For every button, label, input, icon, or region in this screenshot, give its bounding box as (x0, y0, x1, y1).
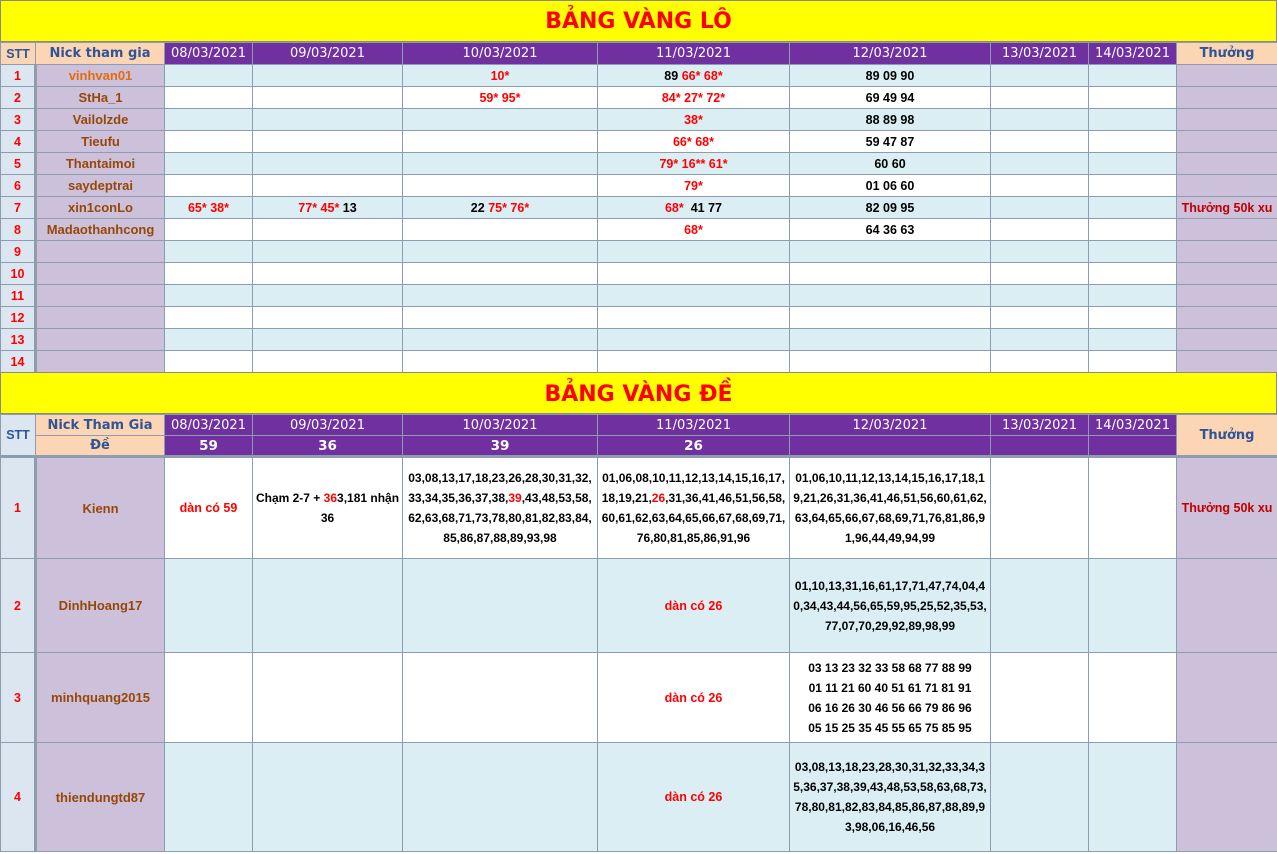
lo-cell (1089, 351, 1177, 373)
lo-stt: 2 (1, 87, 36, 109)
de-text: 01,06,08,10,11,12,13,14,15,16,17,18,19,21, (601, 471, 785, 505)
de-result: 36 (253, 436, 403, 457)
lo-nick: StHa_1 (36, 87, 165, 109)
lo-row (1, 329, 1277, 351)
de-text: Chạm 2-7 + (255, 491, 324, 505)
lo-cell (790, 285, 991, 307)
lo-cell: 64 36 63 (790, 219, 991, 241)
lo-cell (991, 241, 1089, 263)
de-cell (403, 743, 598, 852)
lo-cell (991, 351, 1089, 373)
de-result: 39 (403, 436, 598, 457)
de-line: 05 15 25 35 45 55 65 75 85 95 (808, 720, 972, 735)
lo-row (1, 131, 1277, 153)
lo-header-prize: Thưởng (1177, 43, 1277, 65)
lo-nick: vinhvan01 (36, 65, 165, 87)
de-cell (1089, 559, 1177, 653)
lo-cell (165, 307, 253, 329)
lo-prize (1177, 263, 1277, 285)
lo-cell (991, 263, 1089, 285)
de-header-stt: STT (1, 415, 36, 457)
lo-nick (36, 241, 165, 263)
de-cell (403, 457, 598, 559)
lo-cell (1089, 219, 1177, 241)
de-cell: 03,08,13,18,23,28,30,31,32,33,34,35,36,37,38,39,43,48,53,58,63,68,73,78,80,81,82,83,84,85,86,87,88,89,93,98,06,16,46,56 (790, 743, 991, 852)
lo-cell (165, 153, 253, 175)
de-header-prize: Thưởng (1177, 415, 1277, 457)
lo-prize (1177, 65, 1277, 87)
de-header-date: 08/03/2021 (165, 415, 253, 436)
lo-cell (1089, 131, 1177, 153)
lo-header-row (1, 43, 1277, 65)
lo-nick (36, 263, 165, 285)
lo-nick (36, 329, 165, 351)
lo-cell (991, 175, 1089, 197)
lo-cell: 89 09 90 (790, 65, 991, 87)
de-text: 3,181 nhận 36 (320, 491, 400, 525)
de-stt: 1 (1, 457, 36, 559)
de-cell (1089, 653, 1177, 743)
lo-header-date: 12/03/2021 (790, 43, 991, 65)
lo-cell (991, 219, 1089, 241)
de-result (1089, 436, 1177, 457)
lo-hit: 68* (664, 200, 684, 215)
de-cell (253, 743, 403, 852)
lo-cell (253, 109, 403, 131)
lo-number: 89 (664, 68, 679, 83)
lo-stt: 3 (1, 109, 36, 131)
lo-cell (598, 197, 790, 219)
lo-prize (1177, 131, 1277, 153)
lo-cell (1089, 241, 1177, 263)
lo-cell (403, 351, 598, 373)
lo-stt: 12 (1, 307, 36, 329)
lo-cell (598, 241, 790, 263)
lo-title: BẢNG VÀNG LÔ (0, 0, 1277, 42)
lo-prize (1177, 175, 1277, 197)
de-header-date: 10/03/2021 (403, 415, 598, 436)
lo-row (1, 175, 1277, 197)
de-header-date: 11/03/2021 (598, 415, 790, 436)
lo-cell (598, 351, 790, 373)
de-cell (790, 653, 991, 743)
lo-cell: 84* 27* 72* (598, 87, 790, 109)
lo-cell (403, 307, 598, 329)
lo-stt: 11 (1, 285, 36, 307)
lo-cell (403, 219, 598, 241)
lo-cell (403, 197, 598, 219)
de-header-date: 14/03/2021 (1089, 415, 1177, 436)
lo-nick (36, 285, 165, 307)
lo-cell (598, 307, 790, 329)
lo-cell (991, 329, 1089, 351)
de-cell: dàn có 26 (598, 653, 790, 743)
de-cell (403, 559, 598, 653)
de-cell (1089, 743, 1177, 852)
de-stt: 4 (1, 743, 36, 852)
lo-cell (165, 175, 253, 197)
de-line: 06 16 26 30 46 56 66 79 86 96 (808, 700, 972, 715)
lo-row (1, 219, 1277, 241)
lo-header-date: 13/03/2021 (991, 43, 1089, 65)
lo-cell (253, 153, 403, 175)
lo-cell (403, 109, 598, 131)
lo-prize (1177, 153, 1277, 175)
lo-cell (790, 307, 991, 329)
de-text: 03,08,13,17,18,23,26,28,30,31,32,33,34,35,36,37,38, (408, 471, 592, 505)
lo-cell: 59 47 87 (790, 131, 991, 153)
de-cell: 01,06,10,11,12,13,14,15,16,17,18,19,21,26,31,36,41,46,51,56,60,61,62,63,64,65,66,67,68,69,71,76,81,86,91,96,44,49,94,99 (790, 457, 991, 559)
de-header-date: 12/03/2021 (790, 415, 991, 436)
lo-cell (1089, 285, 1177, 307)
lo-cell: 59* 95* (403, 87, 598, 109)
de-cell (403, 653, 598, 743)
lo-cell (991, 109, 1089, 131)
de-table (0, 414, 1277, 852)
de-hit: 26 (651, 491, 666, 505)
lo-cell (253, 263, 403, 285)
lo-header-stt: STT (1, 43, 36, 65)
lo-prize (1177, 219, 1277, 241)
lo-cell (253, 307, 403, 329)
de-text: ,31,36,41,46,51,56,58,60,61,62,63,64,65,66,67,68,69,71,76,80,81,85,86,91,96 (601, 491, 786, 545)
lo-cell (1089, 263, 1177, 285)
lo-row (1, 307, 1277, 329)
de-nick: thiendungtd87 (36, 743, 165, 852)
lo-cell (991, 153, 1089, 175)
de-hit: 39 (508, 491, 522, 505)
lo-cell (403, 131, 598, 153)
de-nick: minhquang2015 (36, 653, 165, 743)
lo-cell: 79* 16** 61* (598, 153, 790, 175)
lo-stt: 13 (1, 329, 36, 351)
lo-cell (598, 329, 790, 351)
de-cell (253, 653, 403, 743)
lo-prize (1177, 285, 1277, 307)
lo-prize (1177, 351, 1277, 373)
de-header-date: 09/03/2021 (253, 415, 403, 436)
lo-prize (1177, 109, 1277, 131)
lo-prize: Thưởng 50k xu (1177, 197, 1277, 219)
lo-cell (403, 175, 598, 197)
de-cell (165, 653, 253, 743)
de-cell (991, 457, 1089, 559)
lo-stt: 8 (1, 219, 36, 241)
lo-cell (1089, 307, 1177, 329)
de-header-nick: Nick Tham Gia (36, 415, 165, 436)
lo-nick (36, 307, 165, 329)
lo-cell (253, 351, 403, 373)
lo-cell (253, 197, 403, 219)
lo-cell (790, 329, 991, 351)
lo-cell (1089, 153, 1177, 175)
lo-cell: 38* (598, 109, 790, 131)
lo-cell (165, 285, 253, 307)
de-cell (165, 559, 253, 653)
lo-nick: Vailolzde (36, 109, 165, 131)
de-row (1, 653, 1277, 743)
lo-cell (1089, 197, 1177, 219)
de-nick: Kienn (36, 457, 165, 559)
lo-cell (598, 65, 790, 87)
lo-cell (253, 241, 403, 263)
de-prize (1177, 743, 1277, 852)
lo-cell: 88 89 98 (790, 109, 991, 131)
lo-cell: 69 49 94 (790, 87, 991, 109)
de-hit: 36 (323, 491, 338, 505)
de-cell (991, 743, 1089, 852)
lo-cell: 01 06 60 (790, 175, 991, 197)
lo-cell (165, 219, 253, 241)
de-cell: dàn có 26 (598, 559, 790, 653)
de-cell: 01,10,13,31,16,61,17,71,47,74,04,40,34,43,44,56,65,59,95,25,52,35,53,77,07,70,29,92,89,98,99 (790, 559, 991, 653)
lo-cell (253, 285, 403, 307)
lo-cell (165, 87, 253, 109)
lo-cell (253, 219, 403, 241)
lo-cell (790, 263, 991, 285)
lo-cell (165, 109, 253, 131)
lo-number: 41 77 (690, 200, 722, 215)
de-cell: dàn có 59 (165, 457, 253, 559)
lo-stt: 14 (1, 351, 36, 373)
lo-cell (790, 351, 991, 373)
lo-cell (165, 329, 253, 351)
de-result (790, 436, 991, 457)
de-nick: DinhHoang17 (36, 559, 165, 653)
lo-stt: 10 (1, 263, 36, 285)
de-cell (253, 559, 403, 653)
de-row (1, 457, 1277, 559)
lo-header-nick: Nick tham gia (36, 43, 165, 65)
de-line: 01 11 21 60 40 51 61 71 81 91 (808, 680, 972, 695)
lo-cell: 68* (598, 219, 790, 241)
de-row (1, 559, 1277, 653)
lo-row (1, 65, 1277, 87)
lo-cell (991, 65, 1089, 87)
lo-header-date: 11/03/2021 (598, 43, 790, 65)
lo-row (1, 241, 1277, 263)
lo-cell: 10* (403, 65, 598, 87)
de-header-row (1, 415, 1277, 436)
lo-nick (36, 351, 165, 373)
lo-cell (253, 87, 403, 109)
lo-row (1, 263, 1277, 285)
lo-stt: 4 (1, 131, 36, 153)
de-cell (598, 457, 790, 559)
lo-cell: 60 60 (790, 153, 991, 175)
de-title: BẢNG VÀNG ĐỀ (0, 372, 1277, 414)
lo-row (1, 351, 1277, 373)
lo-cell (790, 241, 991, 263)
lo-number: 22 (470, 200, 485, 215)
lo-header-date: 10/03/2021 (403, 43, 598, 65)
de-cell (253, 457, 403, 559)
de-result-row (1, 436, 1277, 457)
lo-cell: 66* 68* (598, 131, 790, 153)
lo-header-date: 09/03/2021 (253, 43, 403, 65)
lo-cell (991, 131, 1089, 153)
lo-cell (403, 241, 598, 263)
de-header-date: 13/03/2021 (991, 415, 1089, 436)
lo-row (1, 87, 1277, 109)
de-cell: dàn có 26 (598, 743, 790, 852)
lo-row (1, 197, 1277, 219)
de-cell (991, 559, 1089, 653)
lo-cell (991, 285, 1089, 307)
de-prize: Thưởng 50k xu (1177, 457, 1277, 559)
lo-cell (598, 263, 790, 285)
lo-header-date: 08/03/2021 (165, 43, 253, 65)
lo-cell (253, 329, 403, 351)
lo-cell (991, 197, 1089, 219)
lo-hit: 75* 76* (488, 200, 530, 215)
de-line: 03 13 23 32 33 58 68 77 88 99 (808, 660, 972, 675)
lo-hit: 77* 45* (298, 200, 340, 215)
de-prize (1177, 559, 1277, 653)
lo-nick: saydeptrai (36, 175, 165, 197)
lo-row (1, 285, 1277, 307)
de-cell (1089, 457, 1177, 559)
lo-nick: Madaothanhcong (36, 219, 165, 241)
lo-nick: Tieufu (36, 131, 165, 153)
lo-cell (253, 131, 403, 153)
de-row (1, 743, 1277, 852)
lo-prize (1177, 241, 1277, 263)
de-stt: 3 (1, 653, 36, 743)
lo-cell (403, 263, 598, 285)
de-header-de-label: Đề (36, 436, 165, 457)
lo-prize (1177, 87, 1277, 109)
lo-stt: 1 (1, 65, 36, 87)
lo-row (1, 153, 1277, 175)
lo-prize (1177, 329, 1277, 351)
lo-cell (1089, 65, 1177, 87)
lo-header-date: 14/03/2021 (1089, 43, 1177, 65)
lo-cell (165, 131, 253, 153)
lo-stt: 5 (1, 153, 36, 175)
de-cell (991, 653, 1089, 743)
lo-cell: 82 09 95 (790, 197, 991, 219)
lo-cell (1089, 109, 1177, 131)
lo-cell: 65* 38* (165, 197, 253, 219)
de-result (991, 436, 1089, 457)
de-result: 59 (165, 436, 253, 457)
lo-cell (1089, 87, 1177, 109)
lo-cell (253, 65, 403, 87)
lo-cell (991, 87, 1089, 109)
lo-cell (991, 307, 1089, 329)
lo-hit: 66* 68* (681, 68, 723, 83)
de-result: 26 (598, 436, 790, 457)
lo-stt: 7 (1, 197, 36, 219)
lo-nick: xin1conLo (36, 197, 165, 219)
lo-cell (1089, 329, 1177, 351)
de-stt: 2 (1, 559, 36, 653)
lo-prize (1177, 307, 1277, 329)
de-prize (1177, 653, 1277, 743)
lo-table (0, 42, 1277, 373)
lo-cell (165, 65, 253, 87)
lo-cell (253, 175, 403, 197)
lo-cell (403, 153, 598, 175)
lo-row (1, 109, 1277, 131)
lo-cell (1089, 175, 1177, 197)
de-text: ,43,48,53,58,62,63,68,71,73,78,80,81,82,83,84,85,86,87,88,89,93,98 (408, 491, 592, 545)
lo-cell (165, 263, 253, 285)
lo-cell (403, 285, 598, 307)
lo-cell: 79* (598, 175, 790, 197)
lo-stt: 9 (1, 241, 36, 263)
lo-number: 13 (342, 200, 357, 215)
lo-cell (598, 285, 790, 307)
de-cell (165, 743, 253, 852)
lo-cell (403, 329, 598, 351)
lo-cell (165, 241, 253, 263)
lo-cell (165, 351, 253, 373)
lo-nick: Thantaimoi (36, 153, 165, 175)
lo-stt: 6 (1, 175, 36, 197)
